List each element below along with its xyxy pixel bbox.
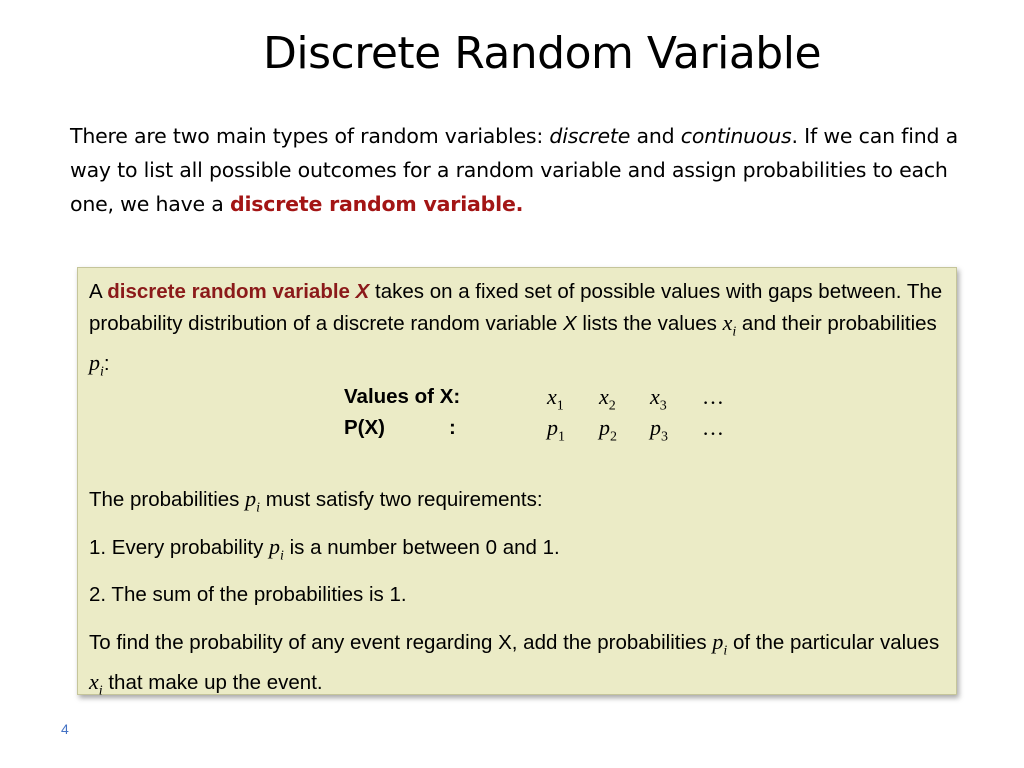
requirement-1: 1. Every probability $p_i$ is a number between 0 and 1. [89,534,560,564]
definition-box [77,267,957,699]
req1-pi: $p_i$ [269,534,284,564]
x-ellipsis: … [702,384,724,409]
requirements-intro: The probabilities $p_i$ must satisfy two requirements: [89,486,543,516]
definition-paragraph [89,276,945,388]
def-text-2: lists the values [576,312,723,335]
def-x: X [355,280,370,303]
x-value-3: $x_3$ [650,384,667,414]
p-ellipsis: … [702,415,724,440]
def-text-3: and their probabilities [736,312,937,335]
def-a: A [89,280,108,303]
intro-text-3: . If we can find a way to list all possible outcomes for a random variable and assign probabilities to each one, we have a [70,124,958,216]
requirement-2: 2. The sum of the probabilities is 1. [89,583,407,606]
intro-continuous: continuous [680,124,792,148]
probability-row-label: P(X) [344,416,385,439]
page-number: 4 [61,721,69,737]
distribution-table [344,385,844,457]
intro-text-2: and [630,124,681,148]
final-pi: $p_i$ [712,629,728,659]
def-term: discrete random variable [107,280,350,303]
intro-discrete: discrete [549,124,631,148]
def-x2: X [563,312,577,335]
x-value-2: $x_2$ [599,384,616,414]
def-text-1: takes on a fixed set of possible values with gaps between. The probability distribution of a discrete random variable [89,280,943,335]
slide-title: Discrete Random Variable [262,28,822,79]
p-value-2: $p_2$ [599,415,617,445]
intro-text-1: There are two main types of random variables: [70,124,550,148]
def-xi: $x_i$ [722,310,737,340]
intro-paragraph [70,119,980,221]
values-row-label: Values of X: [344,385,461,408]
p-value-1: $p_1$ [547,415,565,445]
req-intro-pi: $p_i$ [245,486,261,516]
intro-highlight: discrete random variable. [229,192,524,216]
p-value-3: $p_3$ [650,415,668,445]
def-text-4: : [103,352,110,376]
final-xi: $x_i$ [89,669,103,699]
probability-row-colon: : [449,416,456,439]
x-value-1: $x_1$ [547,384,564,414]
final-paragraph: To find the probability of any event regarding X, add the probabilities $p_i$ of the particular values $x_i$ that make up the event. [89,629,940,699]
def-pi: $p_i$ [89,350,104,380]
